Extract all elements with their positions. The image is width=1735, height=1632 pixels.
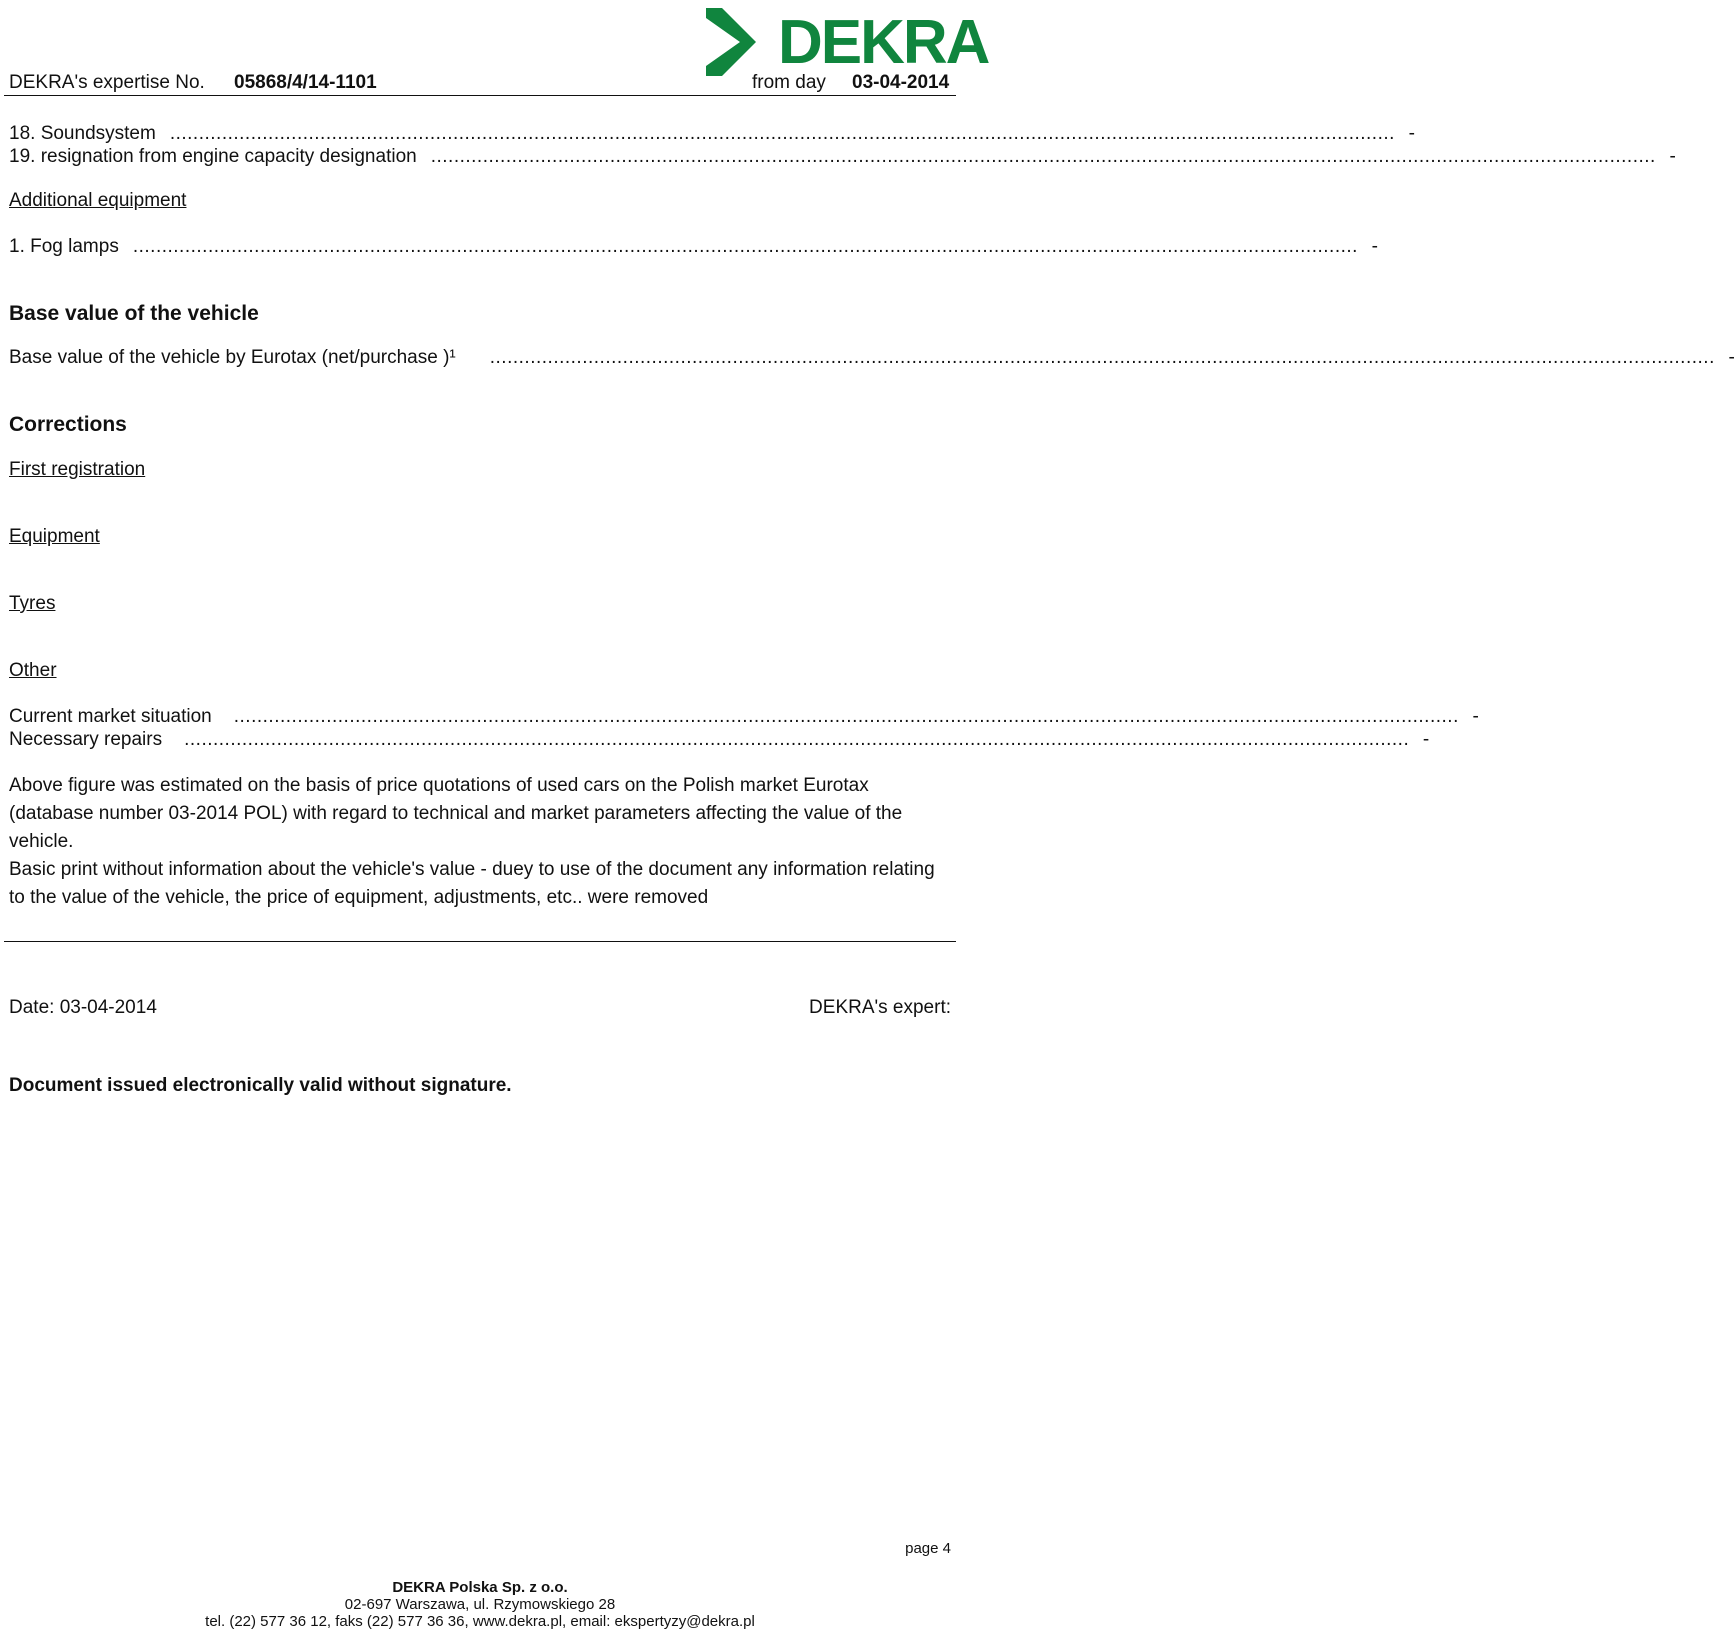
market-situation-label: Current market situation <box>9 706 212 727</box>
market-situation-value: - <box>1472 706 1479 727</box>
base-value-heading: Base value of the vehicle <box>9 302 259 325</box>
base-value-value: - <box>1728 347 1735 368</box>
item-label: 19. resignation from engine capacity designation <box>9 146 417 167</box>
item-value: - <box>1669 146 1676 167</box>
leader-dots: .................................................................................................................................................................................................................... <box>233 706 1459 727</box>
expertise-label: DEKRA's expertise No. <box>9 72 205 93</box>
dekra-logo <box>698 6 989 78</box>
item-row-fog-lamps <box>9 236 1378 258</box>
necessary-repairs-row <box>9 729 1430 751</box>
base-value-row <box>9 347 1735 369</box>
leader-dots: .................................................................................................................................................................................................................... <box>489 347 1715 368</box>
page-number: page 4 <box>905 1540 951 1557</box>
item-row-soundsystem <box>9 123 1415 145</box>
expert-label: DEKRA's expert: <box>809 997 951 1018</box>
equipment-label: Equipment <box>9 526 100 547</box>
estimation-note: Above figure was estimated on the basis of price quotations of used cars on the Polish market Eurotax (database number 03-2014 POL) with regard to technical and market parameters affecting the value of the vehicle. <box>9 775 903 852</box>
from-day-label: from day <box>752 72 826 93</box>
expertise-number: 05868/4/14-1101 <box>234 72 377 93</box>
footer-contact: tel. (22) 577 36 12, faks (22) 577 36 36, www.dekra.pl, email: ekspertyzy@dekra.pl <box>205 1613 755 1630</box>
item-value: - <box>1408 123 1415 144</box>
footer-company: DEKRA Polska Sp. z o.o. <box>392 1579 568 1596</box>
other-label: Other <box>9 660 57 681</box>
first-registration-label: First registration <box>9 459 146 480</box>
dekra-logo-text: DEKRA <box>778 8 989 77</box>
item-label: 1. Fog lamps <box>9 236 119 257</box>
market-situation-row <box>9 706 1479 728</box>
necessary-repairs-label: Necessary repairs <box>9 729 163 750</box>
footer-address: 02-697 Warszawa, ul. Rzymowskiego 28 <box>344 1596 616 1613</box>
tyres-label: Tyres <box>9 593 56 614</box>
electronic-validity-note: Document issued electronically valid without signature. <box>9 1075 512 1096</box>
notes-rule <box>4 941 956 942</box>
corrections-heading: Corrections <box>9 413 127 436</box>
dekra-logo-mark-icon <box>698 6 778 78</box>
item-row-engine-designation <box>9 146 1676 168</box>
header-date: 03-04-2014 <box>852 72 950 93</box>
leader-dots: .................................................................................................................................................................................................................... <box>169 123 1395 144</box>
sign-date: Date: 03-04-2014 <box>9 997 157 1018</box>
header-rule <box>4 95 956 96</box>
additional-equipment-heading: Additional equipment <box>9 190 187 211</box>
leader-dots: .................................................................................................................................................................................................................... <box>430 146 1656 167</box>
print-note: Basic print without information about the vehicle's value - duey to use of the document any information relating to the value of the vehicle, the price of equipment, adjustments, etc.. were removed <box>9 859 935 908</box>
leader-dots: .................................................................................................................................................................................................................... <box>132 236 1358 257</box>
base-value-label: Base value of the vehicle by Eurotax (net/purchase )¹ <box>9 347 456 368</box>
item-value: - <box>1371 236 1378 257</box>
necessary-repairs-value: - <box>1422 729 1430 750</box>
item-label: 18. Soundsystem <box>9 123 156 144</box>
leader-dots: .................................................................................................................................................................................................................... <box>184 729 1410 750</box>
